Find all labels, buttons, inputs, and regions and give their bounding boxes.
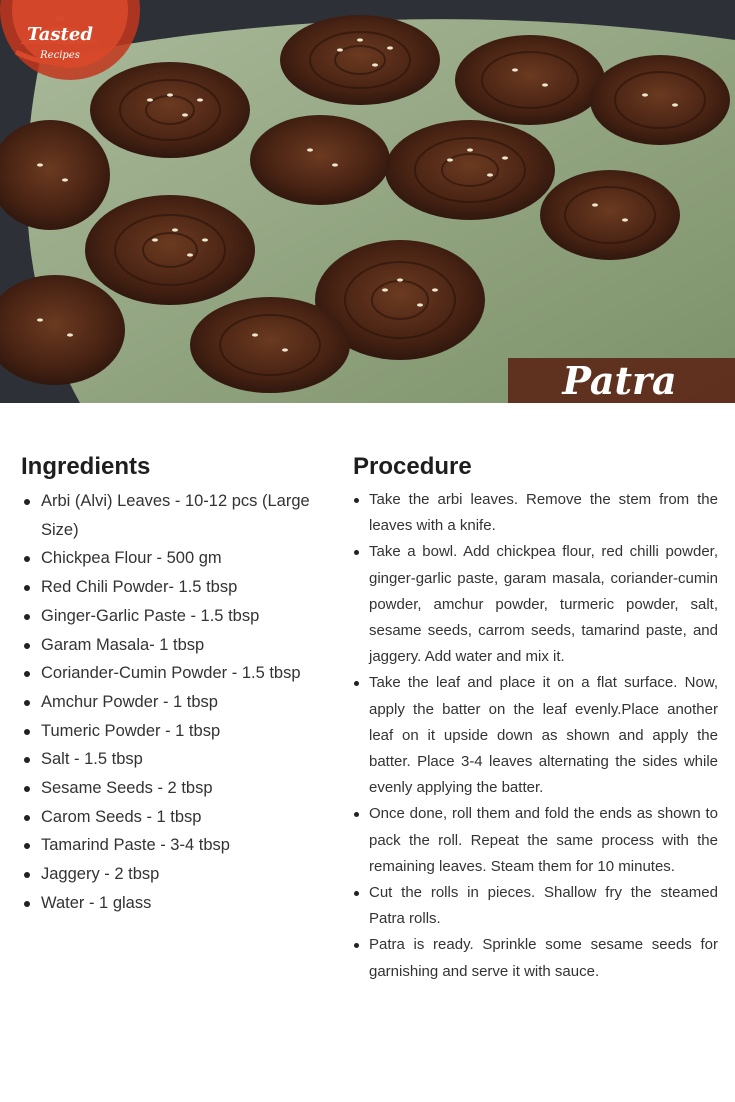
ingredient-item: Arbi (Alvi) Leaves - 10-12 pcs (Large Size): [21, 487, 333, 544]
ingredient-item: Garam Masala- 1 tbsp: [21, 631, 333, 660]
hero-photo: [0, 0, 735, 403]
ingredient-item: Sesame Seeds - 2 tbsp: [21, 774, 333, 803]
ingredient-item: Salt - 1.5 tbsp: [21, 745, 333, 774]
ingredient-item: Carom Seeds - 1 tbsp: [21, 803, 333, 832]
ingredients-section: [21, 453, 333, 918]
dish-title: Patra: [562, 358, 677, 403]
procedure-section: [353, 453, 718, 985]
procedure-step: Cut the rolls in pieces. Shallow fry the steamed Patra rolls.: [353, 880, 718, 932]
procedure-step: Patra is ready. Sprinkle some sesame seeds for garnishing and serve it with sauce.: [353, 932, 718, 984]
ingredient-item: Tamarind Paste - 3-4 tbsp: [21, 831, 333, 860]
brand-logo: [10, 12, 110, 74]
ingredient-item: Tumeric Powder - 1 tbsp: [21, 717, 333, 746]
ingredients-heading: Ingredients: [21, 453, 151, 480]
ingredient-item: Chickpea Flour - 500 gm: [21, 544, 333, 573]
procedure-step: Once done, roll them and fold the ends as shown to pack the roll. Repeat the same process with the remaining leaves. Steam them for 10 minutes.: [353, 801, 718, 880]
ingredient-item: Ginger-Garlic Paste - 1.5 tbsp: [21, 602, 333, 631]
procedure-step: Take the arbi leaves. Remove the stem from the leaves with a knife.: [353, 487, 718, 539]
logo-text-tasted: Tasted: [27, 24, 93, 45]
ingredient-item: Jaggery - 2 tbsp: [21, 860, 333, 889]
ingredient-item: Water - 1 glass: [21, 889, 333, 918]
ingredient-item: Amchur Powder - 1 tbsp: [21, 688, 333, 717]
patra-rolls-illustration: [0, 0, 735, 403]
ingredient-item: Red Chili Powder- 1.5 tbsp: [21, 573, 333, 602]
logo-text-recipes: Recipes: [40, 50, 80, 61]
ingredient-item: Coriander-Cumin Powder - 1.5 tbsp: [21, 659, 333, 688]
procedure-heading: Procedure: [353, 453, 472, 480]
ingredients-list: [21, 487, 333, 918]
procedure-step: Take a bowl. Add chickpea flour, red chilli powder, ginger-garlic paste, garam masala, coriander-cumin powder, amchur powder, turmeric powder, salt, sesame seeds, carrom seeds, tamarind paste, and jaggery. Add water and mix it.: [353, 539, 718, 670]
title-plate: [508, 358, 735, 403]
procedure-step: Take the leaf and place it on a flat surface. Now, apply the batter on the leaf evenly.Place another leaf on it upside down as shown and apply the batter. Place 3-4 leaves alternating the sides while evenly applying the batter.: [353, 670, 718, 801]
procedure-list: [353, 487, 718, 985]
